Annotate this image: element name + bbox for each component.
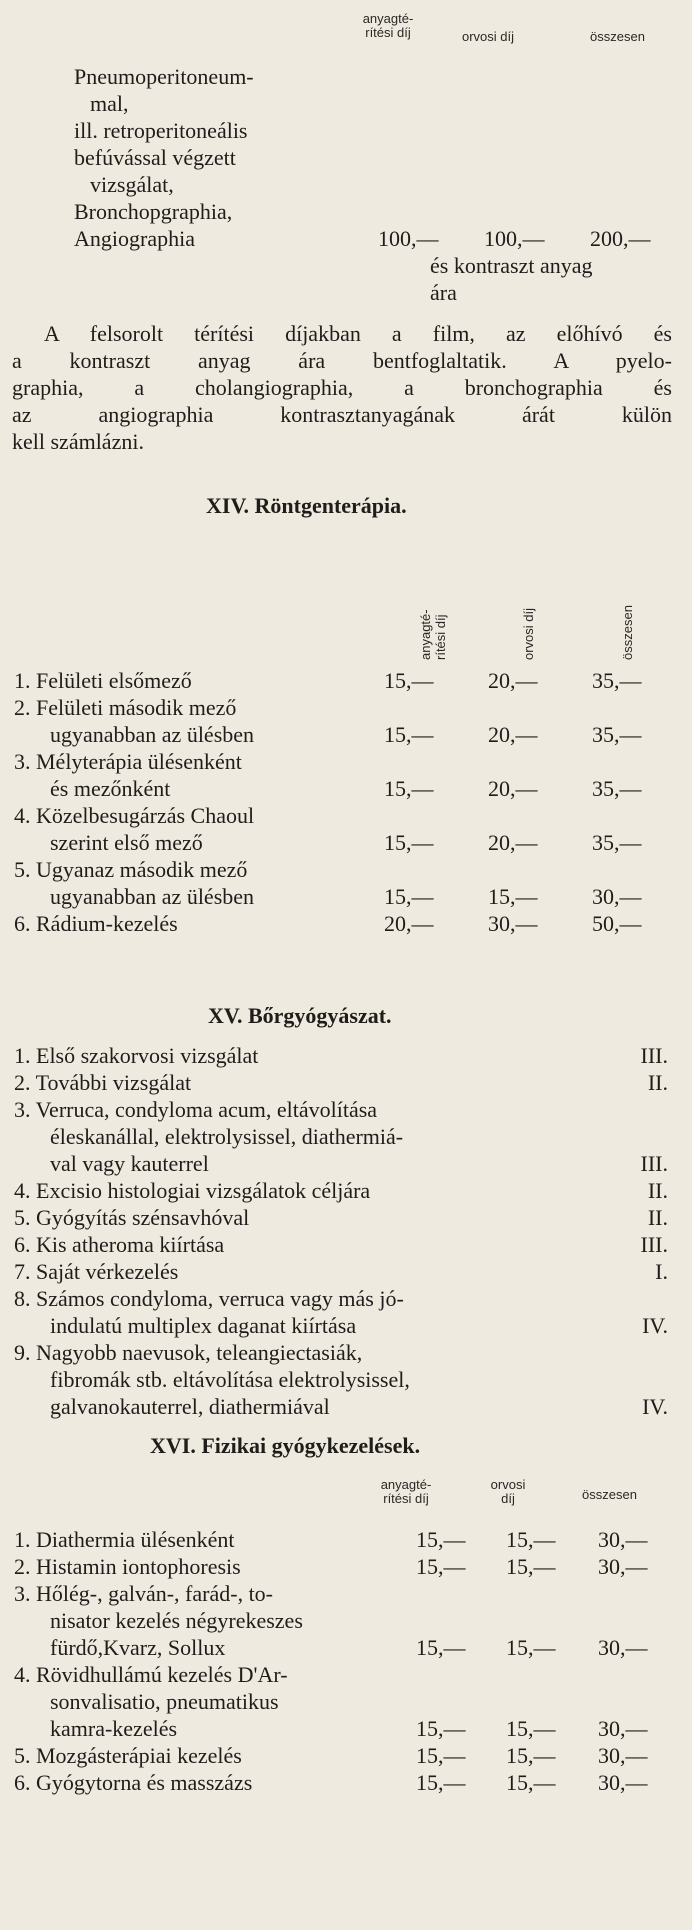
- entry-line: ill. retroperitoneális: [74, 118, 248, 143]
- value-material: 15,—: [384, 830, 434, 855]
- row-label-line: 3. Mélyterápia ülésenként: [14, 749, 242, 774]
- row-label-line: éleskanállal, elektrolysissel, diathermiá-: [50, 1124, 404, 1149]
- row-label-line: 6. Kis atheroma kiírtása: [14, 1232, 225, 1257]
- category-value: II.: [647, 1205, 668, 1230]
- value-doctor: 15,—: [506, 1743, 556, 1768]
- row-label-line: szerint első mező: [50, 830, 203, 855]
- value-doctor: 15,—: [506, 1554, 556, 1579]
- section-title-xvi: XVI. Fizikai gyógykezelések.: [150, 1433, 421, 1458]
- value-total: 30,—: [598, 1770, 648, 1795]
- value-total: 30,—: [598, 1635, 648, 1660]
- value-doctor: 30,—: [488, 911, 538, 936]
- header-doctor-fee: [478, 1478, 538, 1506]
- entry-line: mal,: [90, 91, 129, 116]
- row-label-line: 2. Histamin iontophoresis: [14, 1554, 241, 1579]
- row-label-line: és mezőnként: [50, 776, 171, 801]
- row-label-line: 1. Felületi elsőmező: [14, 668, 192, 693]
- note-line: és kontraszt anyag: [430, 253, 593, 278]
- value-material: 15,—: [416, 1743, 466, 1768]
- header-material-fee: [348, 12, 428, 40]
- row-label-line: 5. Gyógyítás szénsavhóval: [14, 1205, 250, 1230]
- value-doctor: 20,—: [488, 722, 538, 747]
- row-label-line: fürdő,Kvarz, Sollux: [50, 1635, 226, 1660]
- value-doctor: 20,—: [488, 830, 538, 855]
- row-label-line: 5. Mozgásterápiai kezelés: [14, 1743, 242, 1768]
- value-material: 100,—: [378, 226, 439, 251]
- category-value: I.: [655, 1259, 668, 1284]
- value-doctor: 20,—: [488, 776, 538, 801]
- value-total: 30,—: [598, 1527, 648, 1552]
- header-total-vertical: összesen: [620, 605, 635, 660]
- value-material: 15,—: [416, 1770, 466, 1795]
- row-label-line: 4. Közelbesugárzás Chaoul: [14, 803, 255, 828]
- value-material: 15,—: [416, 1527, 466, 1552]
- value-total: 30,—: [598, 1554, 648, 1579]
- row-label-line: 8. Számos condyloma, verruca vagy más jó-: [14, 1286, 404, 1311]
- value-total: 35,—: [592, 776, 642, 801]
- value-doctor: 15,—: [506, 1527, 556, 1552]
- row-label-line: 6. Gyógytorna és masszázs: [14, 1770, 253, 1795]
- paragraph-line: kell számlázni.: [12, 429, 144, 454]
- value-doctor: 15,—: [506, 1635, 556, 1660]
- row-label-line: 5. Ugyanaz második mező: [14, 857, 248, 882]
- value-total: 200,—: [590, 226, 651, 251]
- value-doctor: 15,—: [506, 1716, 556, 1741]
- header-line: rítési díj: [383, 1491, 429, 1506]
- entry-line: befúvással végzett: [74, 145, 236, 170]
- section-title-xv: XV. Bőrgyógyászat.: [208, 1003, 392, 1028]
- paragraph-line: a kontraszt anyag ára bentfoglaltatik. A pyelo-: [12, 348, 672, 373]
- entry-line: Angiographia: [74, 226, 195, 251]
- value-doctor: 20,—: [488, 668, 538, 693]
- entry-line: Bronchopgraphia,: [74, 199, 233, 224]
- header-line: rítési díj: [433, 614, 448, 660]
- entry-line: Pneumoperitoneum-: [74, 64, 254, 89]
- row-label-line: 3. Hőlég-, galván-, farád-, to-: [14, 1581, 274, 1606]
- paragraph-line: A felsorolt térítési díjakban a film, az előhívó és: [44, 321, 672, 346]
- row-label-line: 4. Rövidhullámú kezelés D'Ar-: [14, 1662, 288, 1687]
- row-label-line: 3. Verruca, condyloma acum, eltávolítása: [14, 1097, 378, 1122]
- row-label-line: 4. Excisio histologiai vizsgálatok céljára: [14, 1178, 371, 1203]
- row-label-line: 2. Felületi második mező: [14, 695, 237, 720]
- row-label-line: 7. Saját vérkezelés: [14, 1259, 179, 1284]
- header-line: anyagté-: [380, 1477, 432, 1492]
- category-value: IV.: [642, 1394, 668, 1419]
- category-value: III.: [640, 1151, 668, 1176]
- row-label-line: indulatú multiplex daganat kiírtása: [50, 1313, 357, 1338]
- value-doctor: 15,—: [488, 884, 538, 909]
- category-value: III.: [640, 1043, 668, 1068]
- row-label-line: fibromák stb. eltávolítása elektrolysissel,: [50, 1367, 410, 1392]
- value-total: 30,—: [592, 884, 642, 909]
- value-doctor: 100,—: [484, 226, 545, 251]
- value-total: 35,—: [592, 722, 642, 747]
- row-label-line: ugyanabban az ülésben: [50, 722, 255, 747]
- row-label-line: ugyanabban az ülésben: [50, 884, 255, 909]
- category-value: II.: [647, 1070, 668, 1095]
- row-label-line: nisator kezelés négyrekeszes: [50, 1608, 303, 1633]
- value-material: 15,—: [416, 1635, 466, 1660]
- row-label-line: sonvalisatio, pneumatikus: [50, 1689, 279, 1714]
- value-material: 15,—: [384, 722, 434, 747]
- header-total: összesen: [582, 1487, 637, 1502]
- value-material: 15,—: [384, 776, 434, 801]
- row-label-line: kamra-kezelés: [50, 1716, 178, 1741]
- value-total: 35,—: [592, 830, 642, 855]
- value-total: 35,—: [592, 668, 642, 693]
- value-doctor: 15,—: [506, 1770, 556, 1795]
- category-value: III.: [640, 1232, 668, 1257]
- note-line: ára: [430, 280, 457, 305]
- row-label-line: 2. További vizsgálat: [14, 1070, 192, 1095]
- row-label-line: 1. Első szakorvosi vizsgálat: [14, 1043, 259, 1068]
- header-material-fee: [366, 1478, 446, 1506]
- header-material-fee-vertical: [418, 609, 448, 660]
- paragraph-line: az angiographia kontrasztanyagának árát külön: [12, 402, 672, 427]
- header-total: összesen: [590, 29, 645, 44]
- header-doctor-fee-vertical: orvosi díj: [521, 607, 536, 660]
- header-doctor-fee: orvosi díj: [462, 29, 515, 44]
- row-label-line: 9. Nagyobb naevusok, teleangiectasiák,: [14, 1340, 363, 1365]
- category-value: IV.: [642, 1313, 668, 1338]
- value-material: 15,—: [384, 668, 434, 693]
- value-material: 15,—: [416, 1716, 466, 1741]
- row-label-line: 1. Diathermia ülésenként: [14, 1527, 235, 1552]
- header-line: rítési díj: [365, 25, 411, 40]
- value-total: 30,—: [598, 1716, 648, 1741]
- fee-note-paragraph: [12, 320, 672, 455]
- row-label-line: 6. Rádium-kezelés: [14, 911, 178, 936]
- value-material: 15,—: [384, 884, 434, 909]
- value-material: 15,—: [416, 1554, 466, 1579]
- value-material: 20,—: [384, 911, 434, 936]
- header-line: anyagté-: [362, 11, 414, 26]
- header-line: orvosi: [490, 1477, 526, 1492]
- section-title-xiv: XIV. Röntgenterápia.: [206, 493, 407, 518]
- header-line: díj: [501, 1491, 515, 1506]
- value-total: 50,—: [592, 911, 642, 936]
- value-total: 30,—: [598, 1743, 648, 1768]
- header-line: anyagté-: [418, 609, 433, 660]
- category-value: II.: [647, 1178, 668, 1203]
- entry-line: vizsgálat,: [90, 172, 174, 197]
- paragraph-line: graphia, a cholangiographia, a bronchographia és: [12, 375, 672, 400]
- row-label-line: galvanokauterrel, diathermiával: [50, 1394, 330, 1419]
- row-label-line: val vagy kauterrel: [50, 1151, 209, 1176]
